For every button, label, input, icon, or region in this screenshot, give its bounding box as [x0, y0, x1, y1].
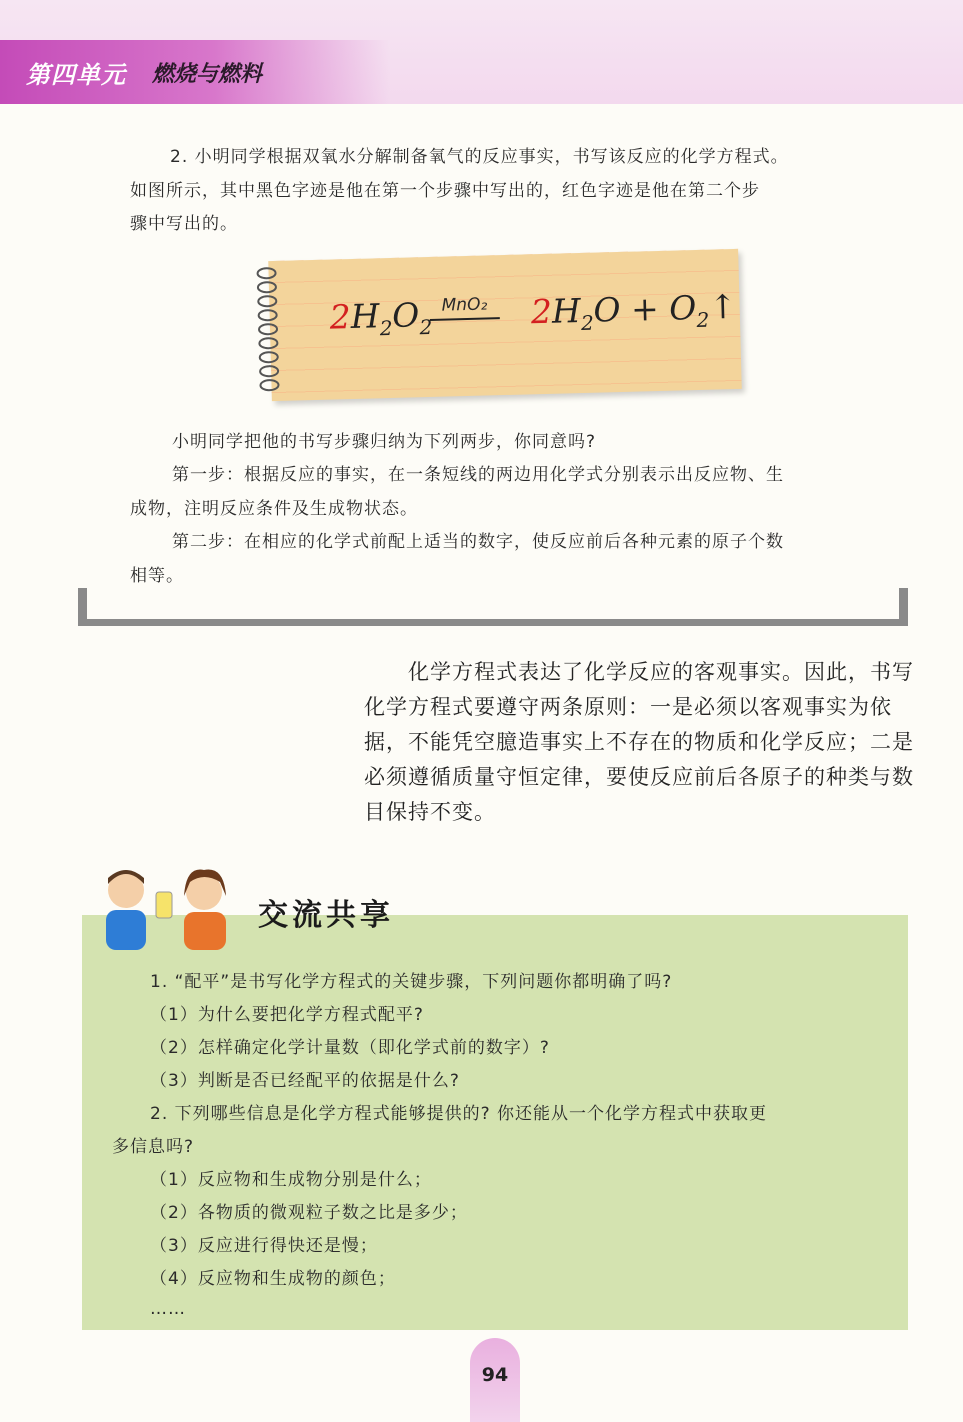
principle-paragraph: 化学方程式表达了化学反应的客观事实。因此，书写化学方程式要遵守两条原则：一是必须以客观事实为依据，不能凭空臆造事实上不存在的物质和化学反应；二是必须遵循质量守恒定律，要使反应前后各原子的种类与数目保持不变。	[364, 660, 914, 824]
step2-line1: 第二步：在相应的化学式前配上适当的数字，使反应前后各种元素的原子个数	[172, 532, 784, 552]
share-line-9: （3）反应进行得快还是慢；	[150, 1236, 378, 1256]
reactant-sub2: 2	[419, 314, 433, 340]
product1-h: H	[551, 291, 582, 331]
q2-line2: 如图所示，其中黑色字迹是他在第一个步骤中写出的，红色字迹是他在第二个步	[130, 181, 760, 201]
plus-sign: +	[630, 288, 660, 329]
share-line-11: ……	[150, 1299, 186, 1319]
page-number: 94	[481, 1364, 509, 1386]
share-line-1: 1. “配平”是书写化学方程式的关键步骤，下列问题你都明确了吗?	[150, 972, 673, 992]
coef-right: 2	[530, 291, 553, 332]
gas-arrow-icon: ↑	[708, 286, 738, 327]
product1-o: O	[592, 289, 622, 330]
product2-sub: 2	[696, 307, 710, 332]
q2-line1: 2. 小明同学根据双氧水分解制备氧气的反应事实，书写该反应的化学方程式。	[170, 147, 789, 167]
share-line-5: 2. 下列哪些信息是化学方程式能够提供的? 你还能从一个化学方程式中获取更	[150, 1104, 768, 1124]
kids-illustration-icon	[86, 862, 258, 952]
spiral-binding-icon	[254, 265, 281, 396]
reaction-condition: MnO₂	[429, 291, 500, 321]
step1-line2: 成物，注明反应条件及生成物状态。	[130, 499, 418, 519]
share-title: 交流共享	[258, 898, 394, 933]
share-line-3: （2）怎样确定化学计量数（即化学式前的数字）?	[150, 1038, 550, 1058]
share-line-10: （4）反应物和生成物的颜色；	[150, 1269, 396, 1289]
q2-line3: 骤中写出的。	[130, 214, 238, 234]
coef-left: 2	[329, 297, 352, 337]
reactant-sub1: 2	[379, 315, 393, 341]
share-line-8: （2）各物质的微观粒子数之比是多少；	[150, 1203, 468, 1223]
step1-line1: 第一步：根据反应的事实，在一条短线的两边用化学式分别表示出反应物、生	[172, 465, 784, 485]
share-line-2: （1）为什么要把化学方程式配平?	[150, 1005, 424, 1025]
reactant-h: H	[350, 296, 381, 337]
unit-label: 第四单元	[26, 60, 126, 89]
unit-name: 燃烧与燃料	[152, 61, 263, 87]
chemical-equation	[329, 286, 738, 341]
share-line-4: （3）判断是否已经配平的依据是什么?	[150, 1071, 460, 1091]
activity-bracket	[78, 588, 908, 626]
notebook-equation-image	[268, 249, 742, 401]
unit-header	[0, 40, 390, 104]
product1-sub: 2	[580, 310, 595, 336]
reactant-o: O	[391, 295, 420, 335]
summary-line: 小明同学把他的书写步骤归纳为下列两步，你同意吗?	[172, 432, 597, 452]
share-line-7: （1）反应物和生成物分别是什么；	[150, 1170, 432, 1190]
step2-line2: 相等。	[130, 566, 184, 586]
share-line-6: 多信息吗?	[112, 1137, 195, 1157]
product2-o: O	[668, 287, 697, 328]
